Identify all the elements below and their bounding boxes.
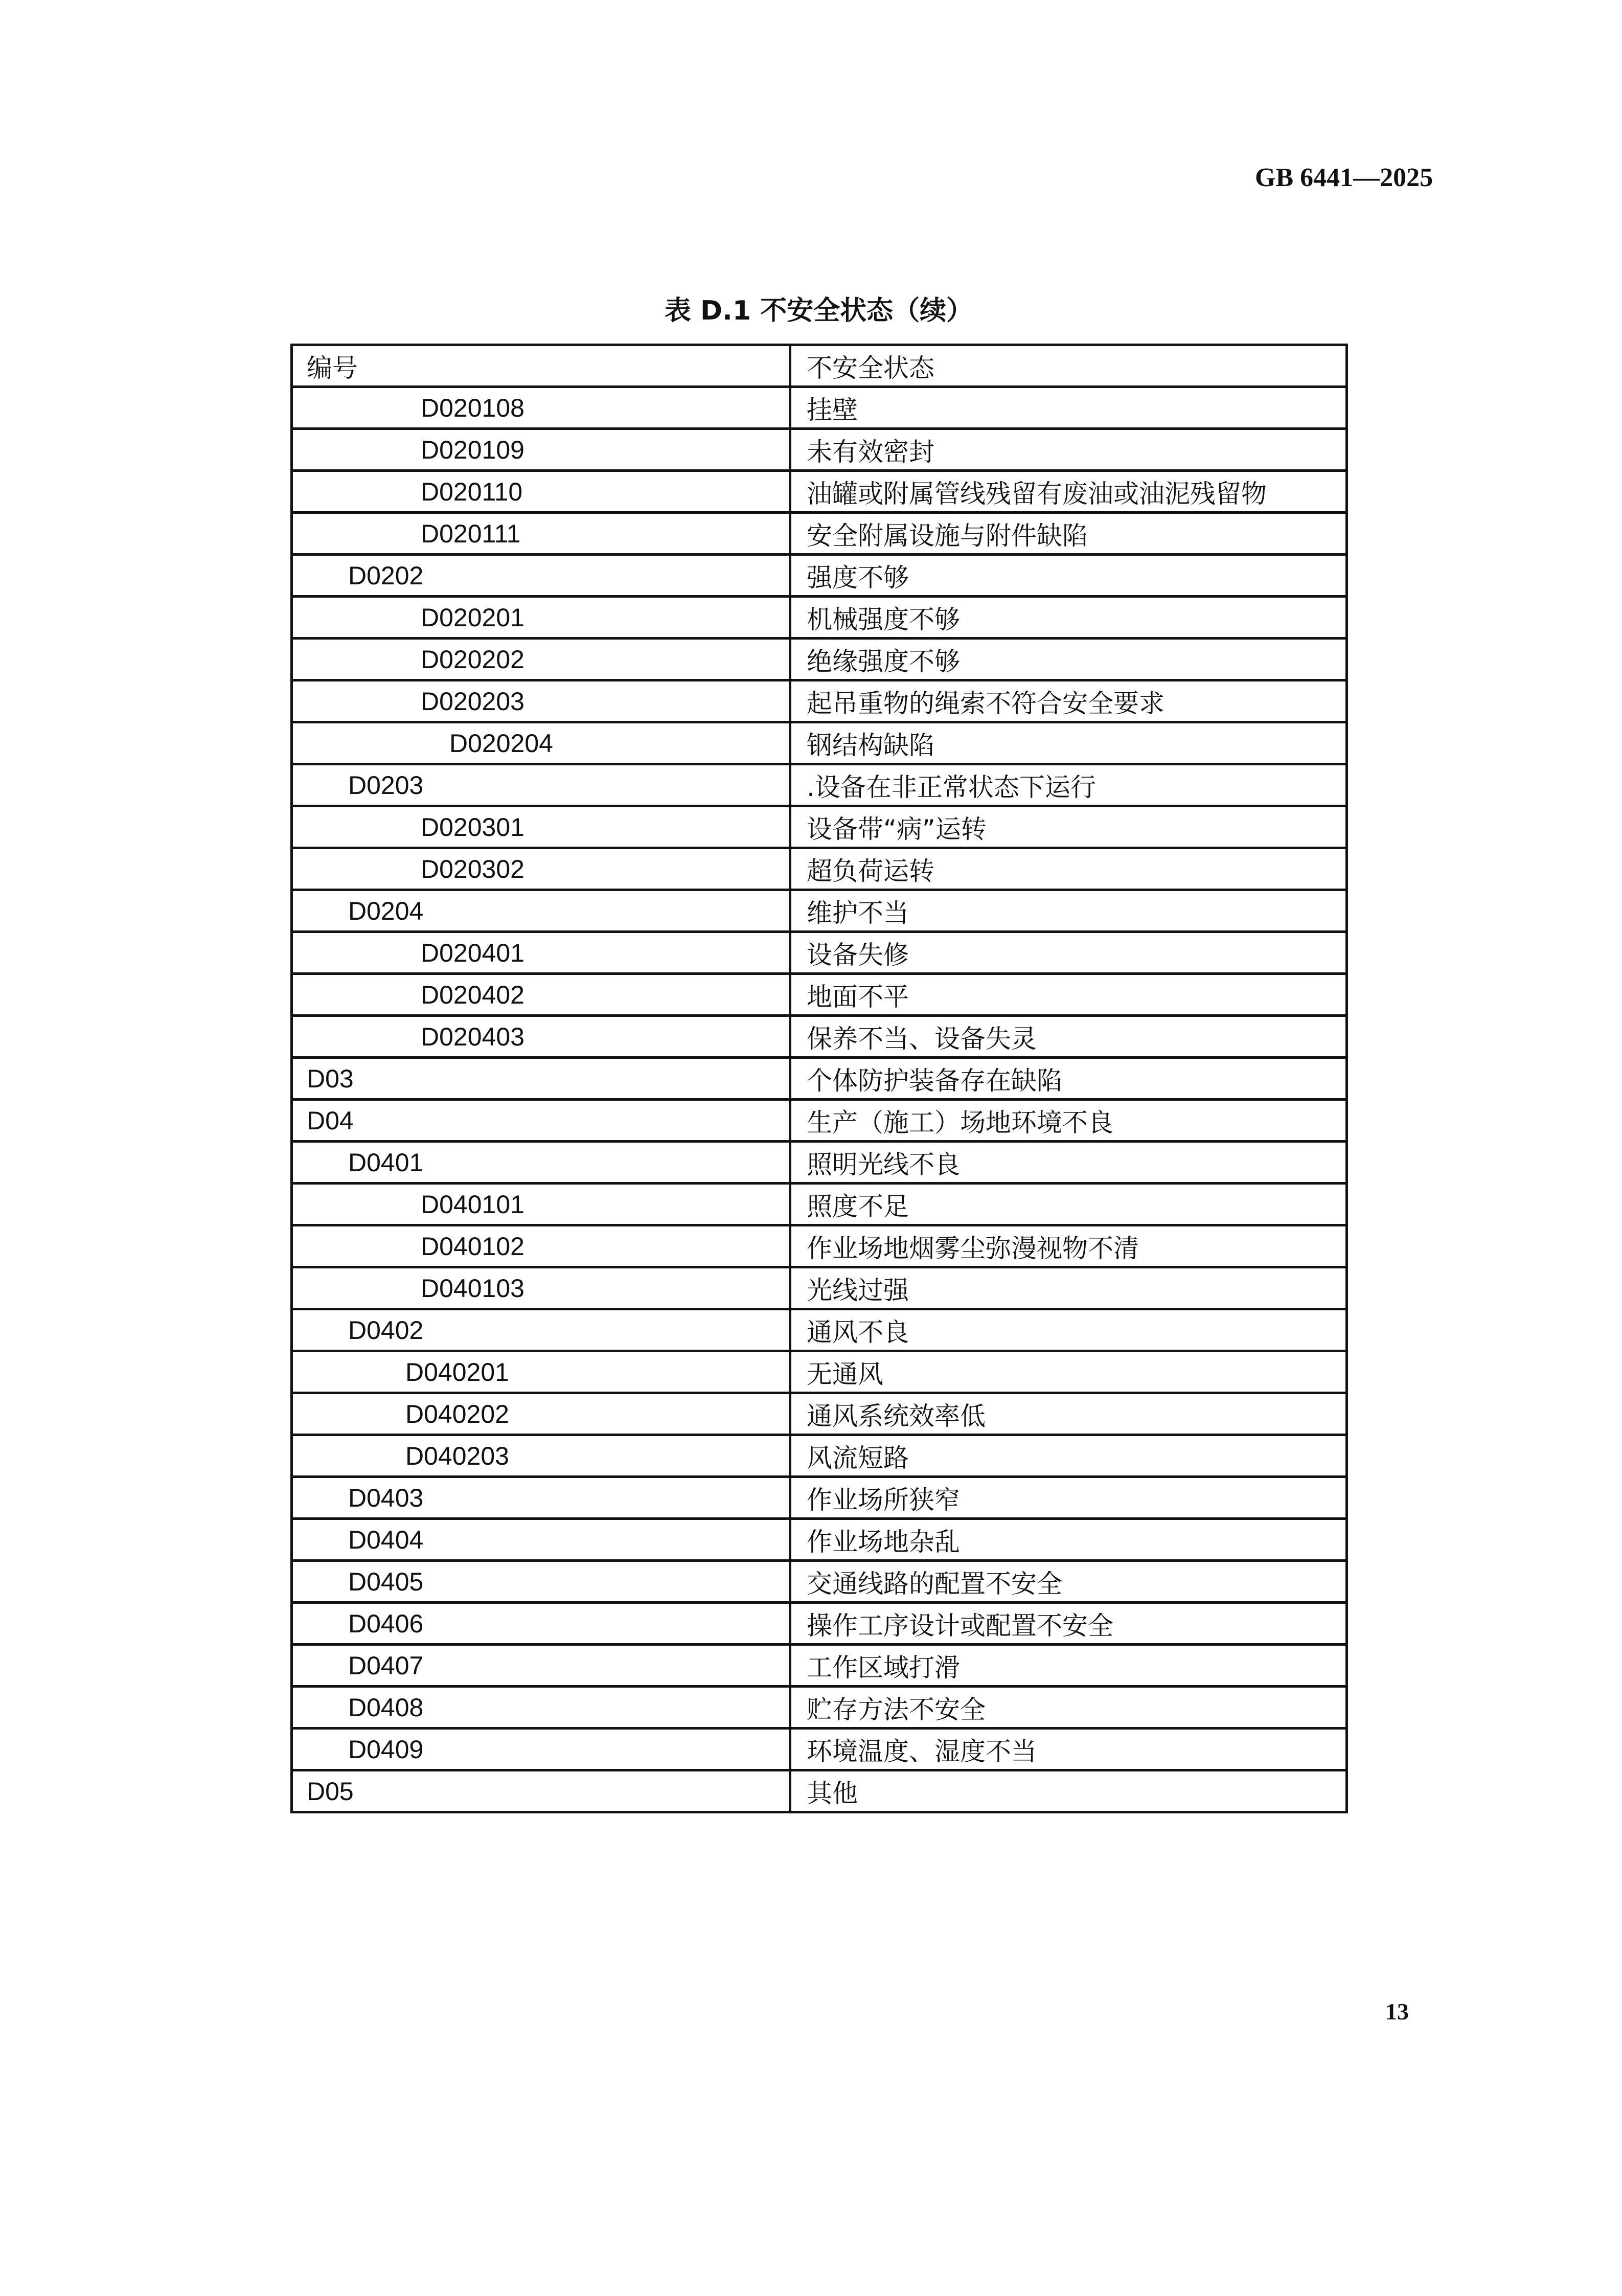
code-cell: D020111 bbox=[292, 513, 790, 555]
state-cell: 保养不当、设备失灵 bbox=[790, 1016, 1347, 1058]
table-row bbox=[292, 1142, 1347, 1184]
table-row bbox=[292, 513, 1347, 555]
table-header-row bbox=[292, 345, 1347, 387]
state-cell: 地面不平 bbox=[790, 974, 1347, 1016]
state-cell: 绝缘强度不够 bbox=[790, 639, 1347, 680]
state-cell: 未有效密封 bbox=[790, 429, 1347, 471]
page-number: 13 bbox=[1385, 1998, 1409, 2025]
unsafe-state-table bbox=[290, 344, 1348, 1813]
state-cell: 操作工序设计或配置不安全 bbox=[790, 1603, 1347, 1645]
code-cell: D0203 bbox=[292, 764, 790, 806]
state-cell: 机械强度不够 bbox=[790, 597, 1347, 639]
code-cell: D020108 bbox=[292, 387, 790, 429]
state-cell: 设备失修 bbox=[790, 932, 1347, 974]
table-row bbox=[292, 1058, 1347, 1100]
code-cell: D04 bbox=[292, 1100, 790, 1142]
standard-number: GB 6441—2025 bbox=[1255, 163, 1433, 192]
code-cell: D020110 bbox=[292, 471, 790, 513]
table-row bbox=[292, 597, 1347, 639]
table-row bbox=[292, 1309, 1347, 1351]
table-row bbox=[292, 1267, 1347, 1309]
state-cell: 生产（施工）场地环境不良 bbox=[790, 1100, 1347, 1142]
state-cell: 通风不良 bbox=[790, 1309, 1347, 1351]
state-cell: .设备在非正常状态下运行 bbox=[790, 764, 1347, 806]
code-cell: D0403 bbox=[292, 1477, 790, 1519]
table-row bbox=[292, 1603, 1347, 1645]
table-row bbox=[292, 680, 1347, 722]
state-cell: 作业场所狭窄 bbox=[790, 1477, 1347, 1519]
state-cell: 作业场地杂乱 bbox=[790, 1519, 1347, 1561]
code-cell: D03 bbox=[292, 1058, 790, 1100]
table-row bbox=[292, 1729, 1347, 1770]
code-cell: D0404 bbox=[292, 1519, 790, 1561]
code-cell: D0401 bbox=[292, 1142, 790, 1184]
code-cell: D020203 bbox=[292, 680, 790, 722]
code-cell: D020109 bbox=[292, 429, 790, 471]
code-cell: D05 bbox=[292, 1770, 790, 1812]
table-row bbox=[292, 1435, 1347, 1477]
code-cell: D020402 bbox=[292, 974, 790, 1016]
table-row bbox=[292, 471, 1347, 513]
code-cell: D020302 bbox=[292, 848, 790, 890]
code-cell: D020401 bbox=[292, 932, 790, 974]
code-cell: D0406 bbox=[292, 1603, 790, 1645]
code-cell: D0405 bbox=[292, 1561, 790, 1603]
state-cell: 钢结构缺陷 bbox=[790, 722, 1347, 764]
table-row bbox=[292, 1561, 1347, 1603]
table-row bbox=[292, 722, 1347, 764]
state-cell: 照明光线不良 bbox=[790, 1142, 1347, 1184]
table-row bbox=[292, 1770, 1347, 1812]
table-row bbox=[292, 1351, 1347, 1393]
code-cell: D040102 bbox=[292, 1225, 790, 1267]
table-row bbox=[292, 1645, 1347, 1687]
table-row bbox=[292, 1016, 1347, 1058]
code-cell: D020301 bbox=[292, 806, 790, 848]
code-cell: D020202 bbox=[292, 639, 790, 680]
state-cell: 光线过强 bbox=[790, 1267, 1347, 1309]
table-title: 表 D.1 不安全状态（续） bbox=[664, 295, 973, 326]
code-cell: D0408 bbox=[292, 1687, 790, 1729]
code-cell: D040101 bbox=[292, 1184, 790, 1225]
state-cell: 个体防护装备存在缺陷 bbox=[790, 1058, 1347, 1100]
state-cell: 超负荷运转 bbox=[790, 848, 1347, 890]
table-row bbox=[292, 1100, 1347, 1142]
table-row bbox=[292, 848, 1347, 890]
code-cell: D0204 bbox=[292, 890, 790, 932]
column-header-code: 编号 bbox=[292, 345, 790, 387]
state-cell: 交通线路的配置不安全 bbox=[790, 1561, 1347, 1603]
state-cell: 工作区域打滑 bbox=[790, 1645, 1347, 1687]
table-row bbox=[292, 764, 1347, 806]
state-cell: 油罐或附属管线残留有废油或油泥残留物 bbox=[790, 471, 1347, 513]
code-cell: D0407 bbox=[292, 1645, 790, 1687]
code-cell: D020201 bbox=[292, 597, 790, 639]
code-cell: D0402 bbox=[292, 1309, 790, 1351]
state-cell: 强度不够 bbox=[790, 555, 1347, 597]
table-row bbox=[292, 639, 1347, 680]
state-cell: 维护不当 bbox=[790, 890, 1347, 932]
table-row bbox=[292, 555, 1347, 597]
code-cell: D020403 bbox=[292, 1016, 790, 1058]
code-cell: D0202 bbox=[292, 555, 790, 597]
column-header-state: 不安全状态 bbox=[790, 345, 1347, 387]
state-cell: 通风系统效率低 bbox=[790, 1393, 1347, 1435]
state-cell: 照度不足 bbox=[790, 1184, 1347, 1225]
table-row bbox=[292, 1225, 1347, 1267]
state-cell: 作业场地烟雾尘弥漫视物不清 bbox=[790, 1225, 1347, 1267]
table-row bbox=[292, 932, 1347, 974]
table-row bbox=[292, 806, 1347, 848]
table-row bbox=[292, 1184, 1347, 1225]
table-row bbox=[292, 1519, 1347, 1561]
code-cell: D0409 bbox=[292, 1729, 790, 1770]
code-cell: D040202 bbox=[292, 1393, 790, 1435]
table-row bbox=[292, 890, 1347, 932]
state-cell: 贮存方法不安全 bbox=[790, 1687, 1347, 1729]
table-row bbox=[292, 1477, 1347, 1519]
state-cell: 起吊重物的绳索不符合安全要求 bbox=[790, 680, 1347, 722]
state-cell: 其他 bbox=[790, 1770, 1347, 1812]
table-row bbox=[292, 387, 1347, 429]
state-cell: 环境温度、湿度不当 bbox=[790, 1729, 1347, 1770]
table-row bbox=[292, 974, 1347, 1016]
state-cell: 无通风 bbox=[790, 1351, 1347, 1393]
state-cell: 安全附属设施与附件缺陷 bbox=[790, 513, 1347, 555]
code-cell: D040103 bbox=[292, 1267, 790, 1309]
code-cell: D040203 bbox=[292, 1435, 790, 1477]
table-row bbox=[292, 1687, 1347, 1729]
table-row bbox=[292, 1393, 1347, 1435]
state-cell: 挂壁 bbox=[790, 387, 1347, 429]
state-cell: 风流短路 bbox=[790, 1435, 1347, 1477]
table-row bbox=[292, 429, 1347, 471]
code-cell: D040201 bbox=[292, 1351, 790, 1393]
code-cell: D020204 bbox=[292, 722, 790, 764]
state-cell: 设备带“病”运转 bbox=[790, 806, 1347, 848]
